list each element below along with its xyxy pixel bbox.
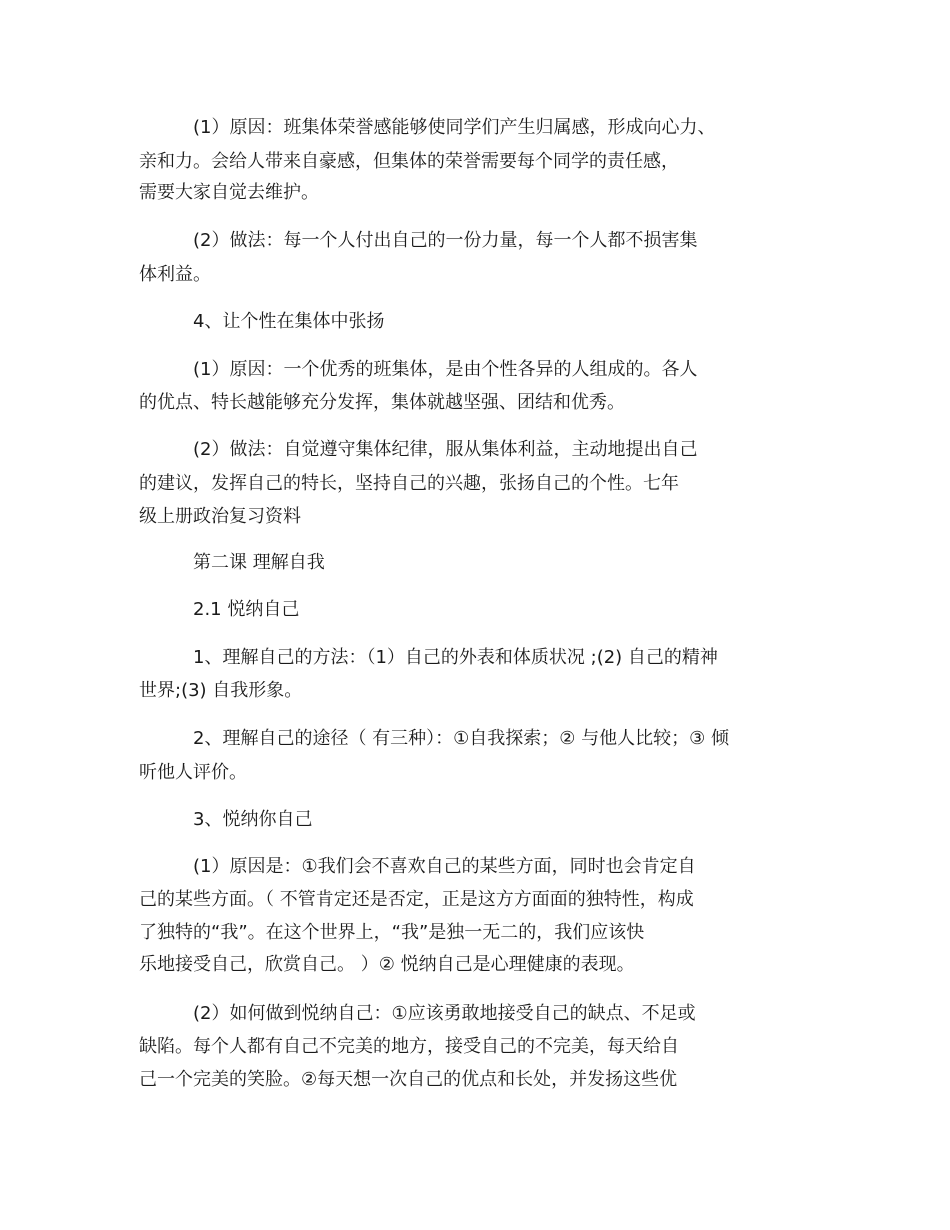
section-heading: 3、悦纳你自己 [193, 809, 313, 830]
text-line: (2）如何做到悦纳自己：①应该勇敢地接受自己的缺点、不足或 [193, 1003, 696, 1024]
text-line: (1）原因：一个优秀的班集体，是由个性各异的人组成的。各人 [193, 359, 698, 380]
text-line: 的优点、特长越能够充分发挥，集体就越坚强、团结和优秀。 [139, 392, 625, 413]
section-heading: 4、让个性在集体中张扬 [193, 311, 385, 332]
lesson-title: 第二课 理解自我 [193, 552, 325, 573]
text-line: (1）原因是：①我们会不喜欢自己的某些方面，同时也会肯定自 [193, 856, 696, 877]
text-line: 缺陷。每个人都有自己不完美的地方，接受自己的不完美，每天给自 [139, 1036, 679, 1057]
text-line: 的建议，发挥自己的特长，坚持自己的兴趣，张扬自己的个性。七年 [139, 473, 679, 494]
text-line: 体利益。 [139, 264, 211, 285]
text-line: 听他人评价。 [139, 762, 247, 783]
text-line: 乐地接受自己，欣赏自己。 ）② 悦纳自己是心理健康的表现。 [139, 954, 635, 975]
text-line: 了独特的“我”。在这个世界上，“我”是独一无二的，我们应该快 [139, 922, 645, 943]
text-line: (2）做法：自觉遵守集体纪律，服从集体利益，主动地提出自己 [193, 439, 698, 460]
text-line: 世界;(3) 自我形象。 [139, 680, 303, 701]
text-line: 己的某些方面。（ 不管肯定还是否定，正是这方方面面的独特性，构成 [139, 889, 694, 910]
text-line: (1）原因：班集体荣誉感能够使同学们产生归属感，形成向心力、 [193, 117, 716, 138]
text-line: 1、理解自己的方法：（1）自己的外表和体质状况 ;(2) 自己的精神 [193, 647, 718, 668]
section-title: 2.1 悦纳自己 [193, 599, 300, 620]
text-line: 亲和力。会给人带来自豪感，但集体的荣誉需要每个同学的责任感， [139, 151, 679, 172]
text-line: 需要大家自觉去维护。 [139, 182, 319, 203]
text-line: 2、理解自己的途径（ 有三种）：①自我探索；② 与他人比较；③ 倾 [193, 728, 730, 749]
text-line: 级上册政治复习资料 [139, 506, 301, 527]
text-line: (2）做法：每一个人付出自己的一份力量，每一个人都不损害集 [193, 230, 698, 251]
text-line: 己一个完美的笑脸。②每天想一次自己的优点和长处，并发扬这些优 [139, 1069, 678, 1090]
